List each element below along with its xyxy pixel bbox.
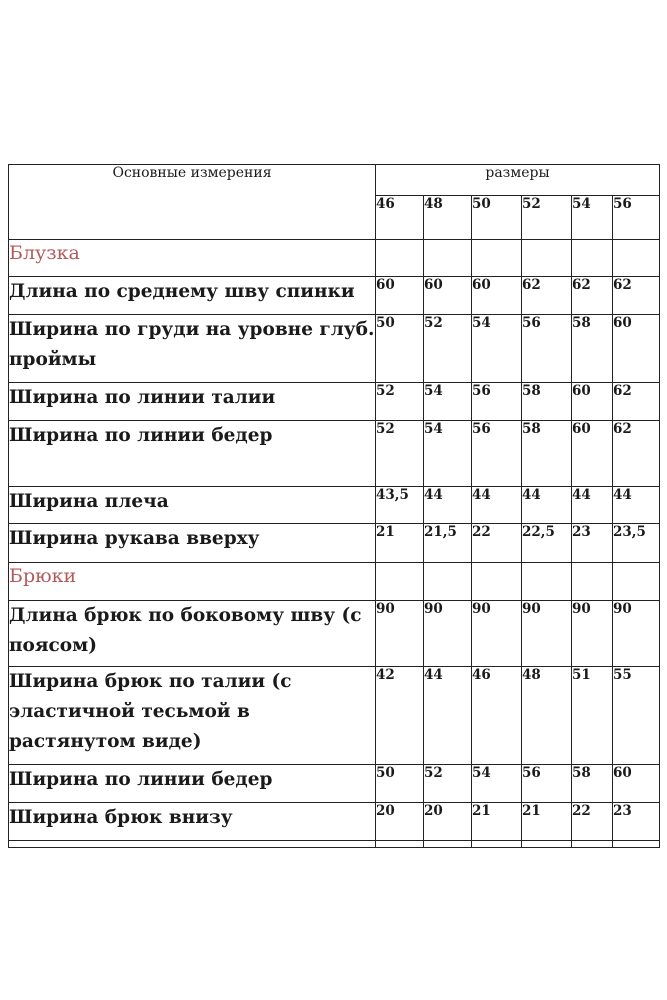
measurement-value: 22: [572, 803, 613, 841]
measurement-value: 56: [472, 421, 522, 487]
measurement-value: 90: [572, 601, 613, 667]
size-header: 46: [376, 196, 424, 240]
measurement-value: 52: [424, 315, 472, 383]
measurement-value: 56: [522, 315, 572, 383]
measurement-value: 52: [376, 421, 424, 487]
section-row: [9, 563, 660, 601]
table-row: [9, 601, 660, 667]
measurement-value: 44: [424, 487, 472, 524]
measurement-value: 42: [376, 667, 424, 765]
measurement-label: Длина брюк по боковому шву (с поясом): [9, 601, 376, 667]
measurement-value: 60: [613, 315, 660, 383]
column-header-sizes: размеры: [376, 165, 660, 196]
measurement-value: 23,5: [613, 524, 660, 563]
measurement-value: 90: [522, 601, 572, 667]
measurement-value: 62: [522, 277, 572, 315]
measurement-label: Ширина брюк по талии (с эластичной тесьмой в растянутом виде): [9, 667, 376, 765]
table-row: [9, 803, 660, 841]
measurement-value: 22,5: [522, 524, 572, 563]
measurement-value: 60: [472, 277, 522, 315]
measurement-label: Ширина по линии талии: [9, 383, 376, 421]
measurement-value: 50: [376, 315, 424, 383]
measurement-value: 51: [572, 667, 613, 765]
measurement-value: 58: [572, 765, 613, 803]
measurement-value: 54: [472, 765, 522, 803]
size-table: [8, 164, 660, 848]
measurement-value: 60: [613, 765, 660, 803]
measurement-value: 54: [424, 421, 472, 487]
table-row: [9, 383, 660, 421]
measurement-value: 21,5: [424, 524, 472, 563]
table-row: [9, 421, 660, 487]
table-row: [9, 315, 660, 383]
measurement-value: 46: [472, 667, 522, 765]
measurement-value: 62: [613, 383, 660, 421]
size-header: 52: [522, 196, 572, 240]
measurement-value: 22: [472, 524, 522, 563]
measurement-label: Длина по среднему шву спинки: [9, 277, 376, 315]
measurement-value: 21: [522, 803, 572, 841]
measurement-label: Ширина по линии бедер: [9, 421, 376, 487]
measurement-value: 56: [472, 383, 522, 421]
measurement-value: 90: [613, 601, 660, 667]
measurement-value: 21: [472, 803, 522, 841]
measurement-value: 21: [376, 524, 424, 563]
measurement-label: Ширина рукава вверху: [9, 524, 376, 563]
measurement-value: 20: [424, 803, 472, 841]
measurement-value: 60: [572, 421, 613, 487]
measurement-value: 55: [613, 667, 660, 765]
measurement-label: Ширина по груди на уровне глуб. проймы: [9, 315, 376, 383]
measurement-label: Ширина плеча: [9, 487, 376, 524]
measurement-value: 58: [572, 315, 613, 383]
measurement-value: 54: [424, 383, 472, 421]
measurement-value: 44: [522, 487, 572, 524]
table-row: [9, 487, 660, 524]
table-row: [9, 524, 660, 563]
measurement-value: 58: [522, 421, 572, 487]
size-header: 48: [424, 196, 472, 240]
section-title-trousers: Брюки: [9, 563, 376, 601]
size-header: 54: [572, 196, 613, 240]
measurement-label: Ширина по линии бедер: [9, 765, 376, 803]
section-title-blouse: Блузка: [9, 240, 376, 277]
measurement-value: 62: [572, 277, 613, 315]
measurement-value: 44: [472, 487, 522, 524]
size-header: 56: [613, 196, 660, 240]
measurement-value: 60: [424, 277, 472, 315]
table-row: [9, 765, 660, 803]
size-header: 50: [472, 196, 522, 240]
measurement-value: 54: [472, 315, 522, 383]
measurement-value: 52: [376, 383, 424, 421]
measurement-value: 23: [572, 524, 613, 563]
measurement-value: 60: [376, 277, 424, 315]
column-header-measurements: Основные измерения: [9, 165, 376, 240]
measurement-value: 20: [376, 803, 424, 841]
measurement-value: 44: [572, 487, 613, 524]
measurement-value: 62: [613, 421, 660, 487]
measurement-value: 60: [572, 383, 613, 421]
measurement-value: 90: [472, 601, 522, 667]
measurement-value: 52: [424, 765, 472, 803]
measurement-value: 56: [522, 765, 572, 803]
measurement-value: 62: [613, 277, 660, 315]
measurement-value: 48: [522, 667, 572, 765]
table-row: [9, 667, 660, 765]
measurement-value: 23: [613, 803, 660, 841]
measurement-value: 58: [522, 383, 572, 421]
measurement-value: 50: [376, 765, 424, 803]
measurement-value: 90: [376, 601, 424, 667]
section-row: [9, 240, 660, 277]
measurement-value: 90: [424, 601, 472, 667]
measurement-value: 43,5: [376, 487, 424, 524]
measurement-label: Ширина брюк внизу: [9, 803, 376, 841]
table-row-clipped: [9, 841, 660, 848]
table-row: [9, 277, 660, 315]
measurement-value: 44: [613, 487, 660, 524]
measurement-value: 44: [424, 667, 472, 765]
